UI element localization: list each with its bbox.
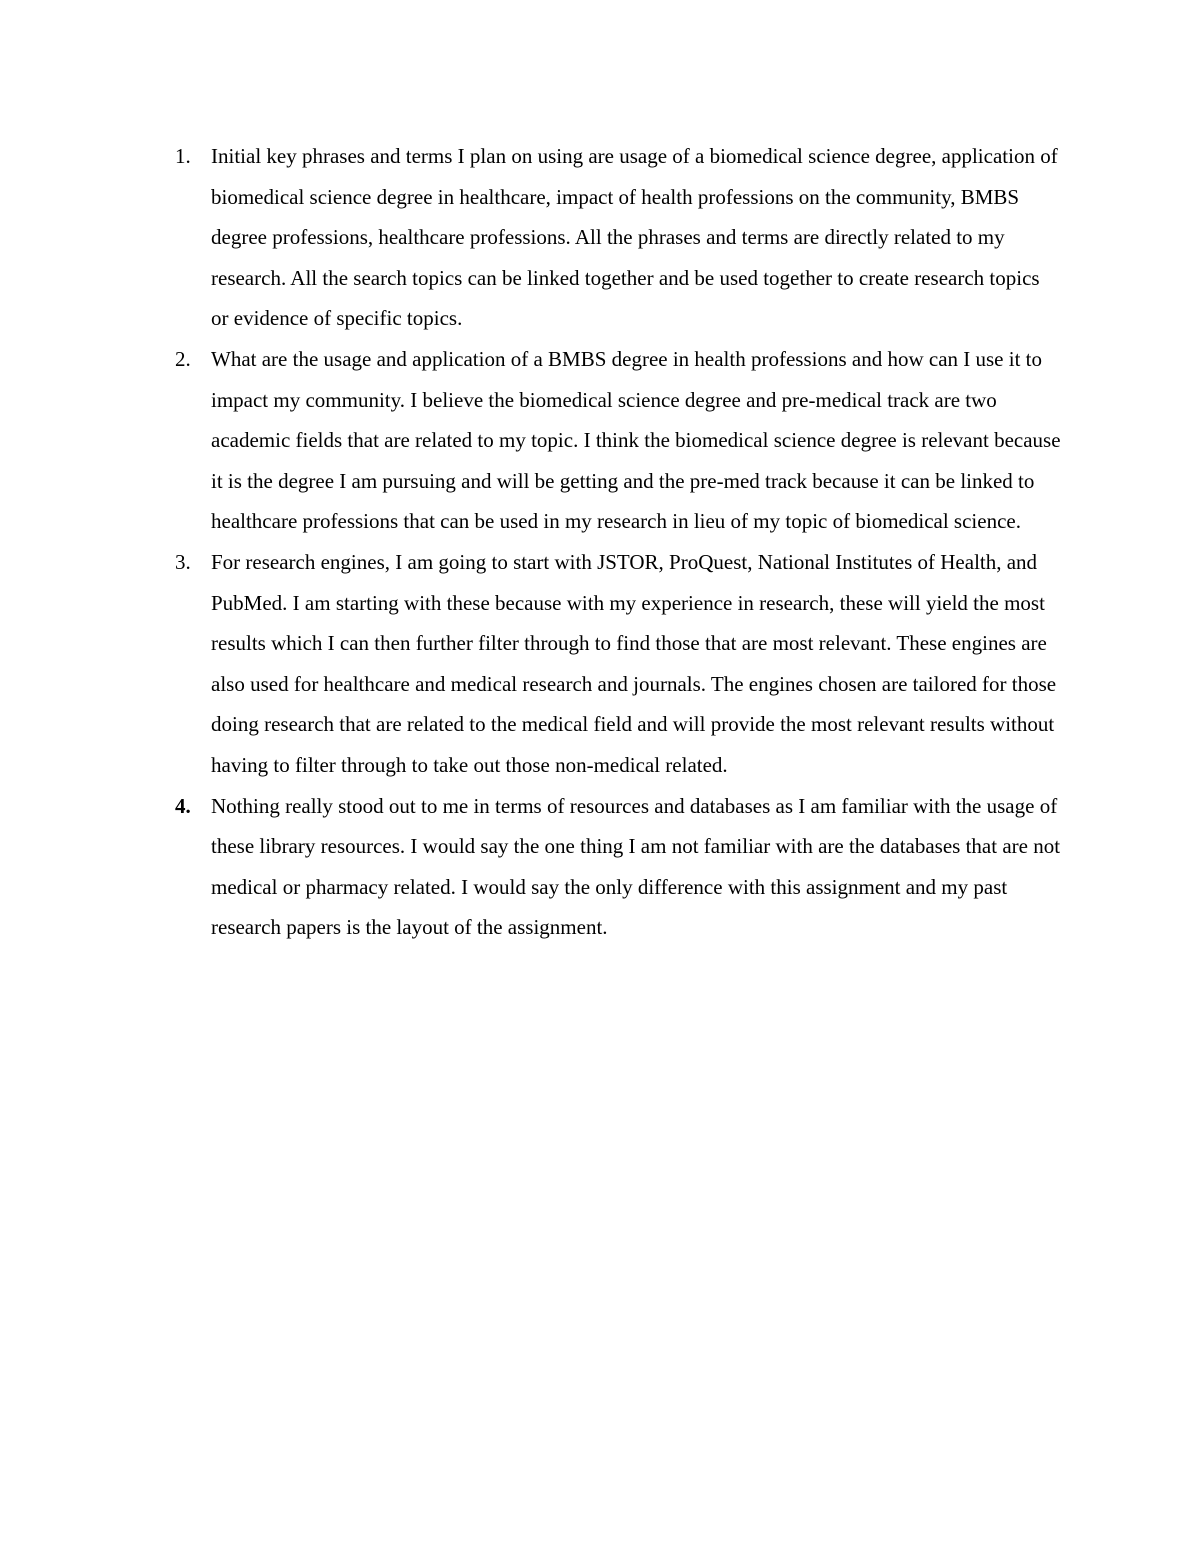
- list-item-text: What are the usage and application of a BMBS degree in health professions and how can I use it to impact my community. I believe the biomedical science degree and pre-medical track are two academic fields that are related to my topic. I think the biomedical science degree is relevant because it is the degree I am pursuing and will be getting and the pre-med track because it can be linked to healthcare professions that can be used in my research in lieu of my topic of biomedical science.: [211, 346, 1061, 534]
- list-item: [0, 786, 1200, 948]
- list-item-number: 3.: [175, 549, 191, 574]
- list-item-text: For research engines, I am going to start with JSTOR, ProQuest, National Institutes of Health, and PubMed. I am starting with these because with my experience in research, these will yield the most results which I can then further filter through to find those that are most relevant. These engines are also used for healthcare and medical research and journals. The engines chosen are tailored for those doing research that are related to the medical field and will provide the most relevant results without having to filter through to take out those non-medical related.: [211, 549, 1057, 777]
- list-item: [0, 339, 1200, 542]
- list-item: [0, 136, 1200, 339]
- list-item-text: Nothing really stood out to me in terms of resources and databases as I am familiar with the usage of these library resources. I would say the one thing I am not familiar with are the databases that are not medical or pharmacy related. I would say the only difference with this assignment and my past research papers is the layout of the assignment.: [211, 793, 1061, 940]
- list-item-number: 2.: [175, 346, 191, 371]
- list-item-number: 4.: [175, 793, 191, 818]
- list-item-number: 1.: [175, 144, 191, 168]
- list-item: [0, 542, 1200, 786]
- numbered-list: [0, 136, 1200, 948]
- list-item-text: Initial key phrases and terms I plan on using are usage of a biomedical science degree, application of biomedical science degree in healthcare, impact of health professions on the community, BMBS degree professions, healthcare professions. All the phrases and terms are directly related to my research. All the search topics can be linked together and be used together to create research topics or evidence of specific topics.: [211, 144, 1058, 331]
